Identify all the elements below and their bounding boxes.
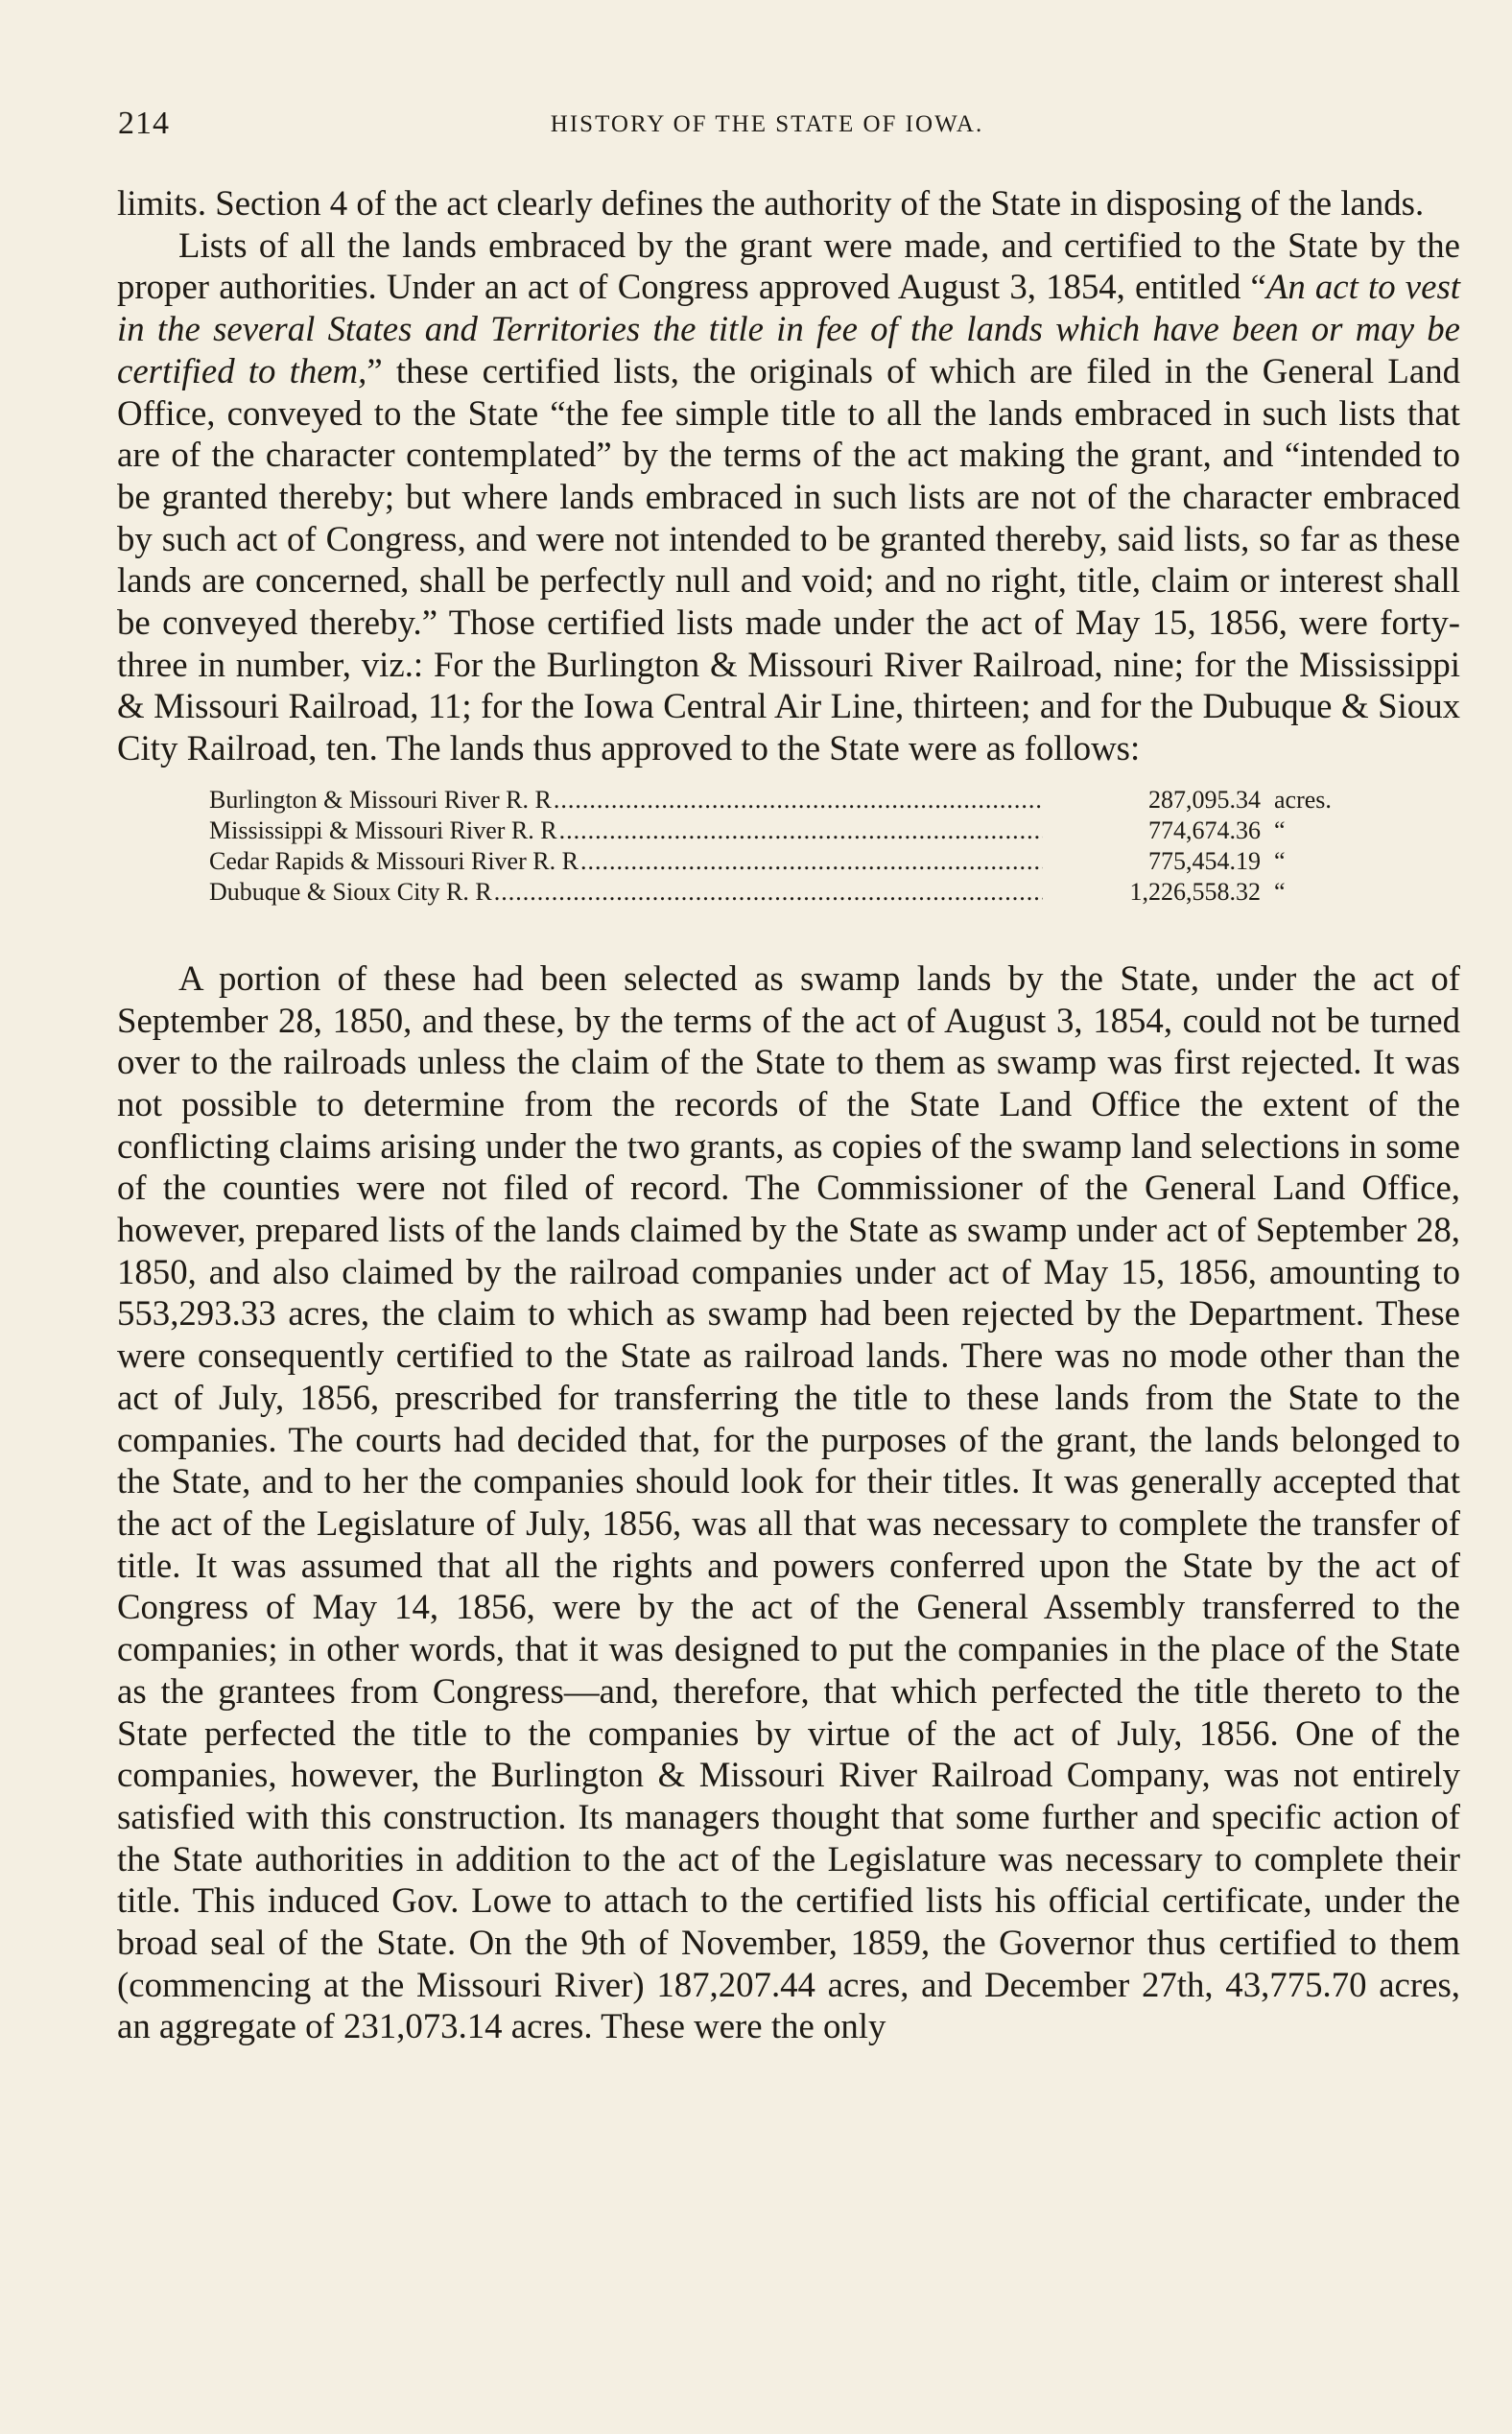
page-body — [117, 182, 1460, 2047]
table-row — [209, 785, 1370, 815]
page-number: 214 — [118, 106, 170, 141]
railroad-name: Dubuque & Sioux City R. R — [209, 877, 492, 906]
acreage-unit: “ — [1274, 815, 1286, 844]
page-header — [118, 106, 1416, 148]
table-row — [209, 815, 1370, 846]
acreage-value: 1,226,558.32 — [1129, 877, 1261, 906]
acreage-value: 774,674.36 — [1148, 815, 1261, 844]
acreage-value: 775,454.19 — [1148, 846, 1261, 875]
running-head: HISTORY OF THE STATE OF IOWA. — [550, 111, 984, 137]
acreage-unit: acres. — [1274, 785, 1332, 814]
paragraph-1: limits. Section 4 of the act clearly defines the authority of the State in disposing of the lands. — [117, 183, 1425, 223]
railroad-name: Mississippi & Missouri River R. R — [209, 815, 557, 844]
paragraph-2-text-b: ” these certified lists, the originals of which are filed in the General Land Office, conveyed to the State “the fee simple title to all the lands embraced in such lists that are of the character contemplated” by the terms of the act making the grant, and “intended to be granted thereby; but where lands embraced in such lists are not of the character embraced by such act of Congress, and were not intended to be granted thereby, said lists, so far as these lands are concerned, shall be perfectly null and void; and no right, title, claim or interest shall be conveyed thereby.” Those certified lists made under the act of May 15, 1856, were forty-three in number, viz.: For the Burlington & Missouri River Railroad, nine; for the Mississippi & Missouri Railroad, 11; for the Iowa Central Air Line, thirteen; and for the Dubuque & Sioux City Railroad, ten. The lands thus approved to the State were as follows: — [117, 350, 1461, 768]
acreage-unit: “ — [1274, 846, 1286, 875]
table-row — [209, 846, 1370, 877]
dot-leader — [494, 877, 1043, 908]
acreage-value: 287,095.34 — [1148, 785, 1261, 814]
dot-leader — [580, 846, 1043, 877]
railroad-name: Burlington & Missouri River R. R — [209, 785, 552, 814]
dot-leader — [554, 785, 1043, 815]
paragraph-3: A portion of these had been selected as swamp lands by the State, under the act of September 28, 1850, and these, by the terms of the act of August 3, 1854, could not be turned over to the railroads unless the claim of the State to them as swamp was first rejected. It was not possible to determine from the records of the State Land Office the extent of the conflicting claims arising under the two grants, as copies of the swamp land selections in some of the counties were not filed of record. The Commissioner of the General Land Office, however, prepared lists of the lands claimed by the State as swamp under act of September 28, 1850, and also claimed by the railroad companies under act of May 15, 1856, amounting to 553,293.33 acres, the claim to which as swamp had been rejected by the Department. These were consequently certified to the State as railroad lands. There was no mode other than the act of July, 1856, prescribed for transferring the title to these lands from the State to the companies. The courts had decided that, for the purposes of the grant, the lands belonged to the State, and to her the companies should look for their titles. It was generally accepted that the act of the Legislature of July, 1856, was all that was necessary to complete the transfer of title. It was assumed that all the rights and powers conferred upon the State by the act of Congress of May 14, 1856, were by the act of the General Assembly transferred to the companies; in other words, that it was designed to put the companies in the place of the State as the grantees from Congress—and, therefore, that which perfected the title thereto to the State perfected the title to the companies by virtue of the act of July, 1856. One of the companies, however, the Burlington & Missouri River Railroad Company, was not entirely satisfied with this construction. Its managers thought that some further and specific action of the State authorities in addition to the act of the Legislature was necessary to complete their title. This induced Gov. Lowe to attach to the certified lists his official certificate, under the broad seal of the State. On the 9th of November, 1859, the Governor thus certified to them (commencing at the Missouri River) 187,207.44 acres, and December 27th, 43,775.70 acres, an aggregate of 231,073.14 acres. These were the only — [117, 957, 1460, 2046]
acreage-unit: “ — [1274, 877, 1286, 906]
table-row — [209, 877, 1370, 908]
paragraph-2 — [117, 224, 1460, 769]
act-title: An act to vest in the several States and Territories the title in fee of the lands which have been or may be certified to them, — [117, 267, 1460, 390]
paragraph-2-text-a: Lists of all the lands embraced by the grant were made, and certified to the State by the proper authorities. Under an act of Congress approved August 3, 1854, entitled “ — [117, 224, 1460, 307]
land-acreage-table — [209, 785, 1370, 908]
railroad-name: Cedar Rapids & Missouri River R. R — [209, 846, 579, 875]
dot-leader — [559, 815, 1043, 846]
